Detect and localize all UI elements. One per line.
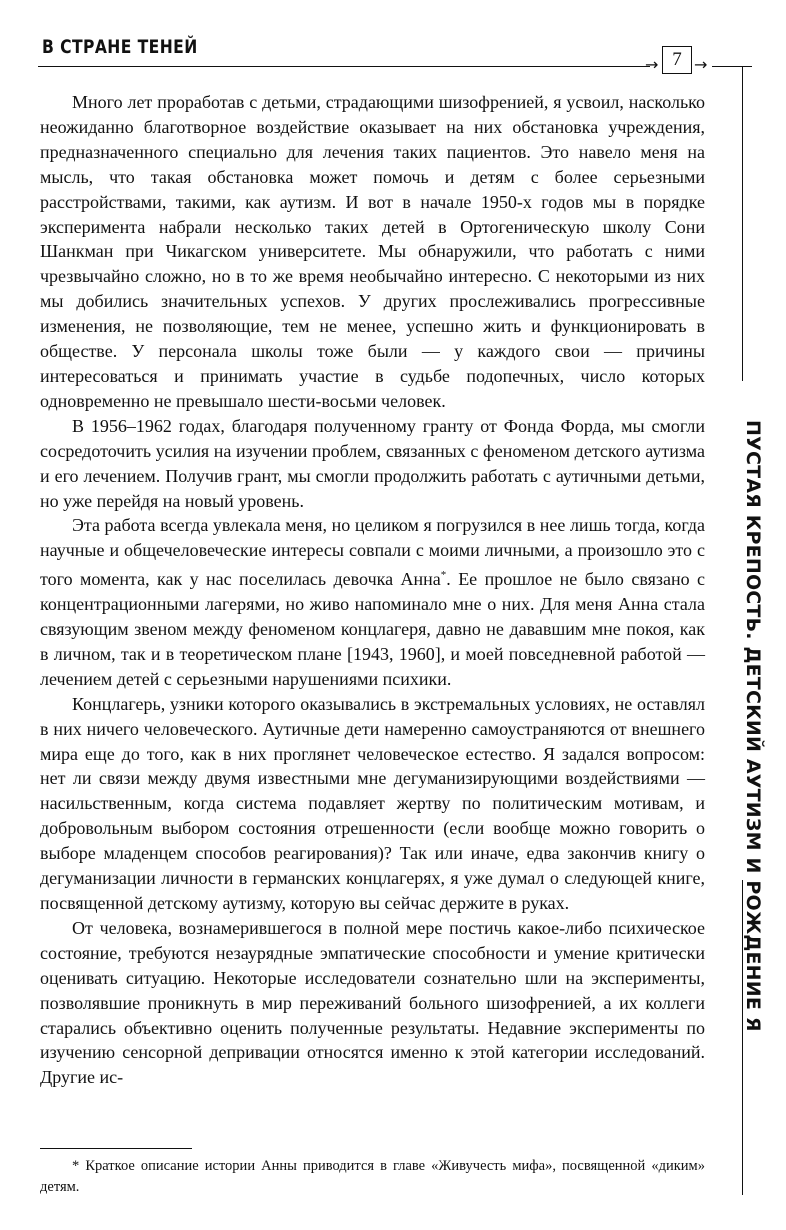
paragraph: В 1956–1962 годах, благодаря полученному гранту от Фонда Форда, мы смогли сосредоточить усилия на изучении проблем, связанных с феноменом детского аутизма и его лечением. Получив грант, мы смогли продолжить работать с аутичными детьми, но уже перейдя на новый уровень. [40, 415, 705, 511]
paragraph-text: Ее прошлое не было связано с концентрационными лагерями, но живо напоминало мне о них. Для меня Анна стала связующим звеном между феноменом концлагеря, давно не дававшим мне покоя, как в личном, так и в теоретическом плане [1943, 1960], и моей повседневной работой — лечением детей с серьезными нарушениями психики. [40, 569, 706, 689]
arrow-left-icon: → [645, 55, 659, 74]
footnote: * Краткое описание истории Анны приводится в главе «Живучесть мифа», посвященной «диким» детям. [40, 1158, 705, 1195]
footnote-rule [40, 1148, 192, 1149]
body-text [40, 90, 705, 1090]
side-line-top [742, 66, 743, 381]
paragraph: Концлагерь, узники которого оказывались в экстремальных условиях, не оставлял в них ничего человеческого. Аутичные дети намеренно самоустраняются от внешнего мира еще до того, как в них проглянет человеческое естество. Я задался вопросом: нет ли связи между двумя известными мне дегуманизирующими воздействиями — насильственным, когда система подавляет жертву по политическим мотивам, и добровольным выбором состояния отрешенности (если вообще можно говорить о выборе младенцем способов реагирования)? Так или иначе, едва закончив книгу о дегуманизации личности в германских концлагерях, я уже думал о следующей книге, посвященной детскому аутизму, которую вы сейчас держите в руках. [40, 693, 705, 913]
paragraph [40, 513, 705, 691]
running-title: В СТРАНЕ ТЕНЕЙ [42, 36, 198, 58]
side-line-bottom [742, 880, 743, 1195]
header-rule [38, 66, 650, 67]
side-title: ПУСТАЯ КРЕПОСТЬ. ДЕТСКИЙ АУТИЗМ И РОЖДЕНИЕ Я [742, 420, 764, 1032]
sentence-end: . [446, 569, 451, 590]
paragraph: Много лет проработав с детьми, страдающими шизофренией, я усвоил, насколько неожиданно благотворное воздействие оказывает на них обстановка учреждения, предназначенного специально для лечения таких пациентов. Это навело меня на мысль, что такая обстановка может помочь и детям с более серьезными расстройствами, такими, как аутизм. И вот в начале 1950-х годов мы в порядке эксперимента набрали несколько таких детей в Ортогеническую школу Сони Шанкман при Чикагском университете. Мы обнаружили, что работать с ними чрезвычайно сложно, но в то же время необычайно интересно. С некоторыми из них мы добились значительных успехов. У других прослеживались прогрессивные изменения, не позволяющие, тем не менее, успешно жить и функционировать в обществе. У персонала школы тоже были — у каждого свои — причины интересоваться и принимать участие в судьбе подопечных, число которых одновременно не превышало шести-восьми человек. [40, 92, 705, 411]
footnote-marker: * [440, 569, 447, 582]
arrow-right-icon: → [694, 55, 708, 74]
header-rule-right [712, 66, 752, 67]
paragraph-text: Эта работа всегда увлекала меня, но целиком я погрузился в нее лишь тогда, когда научные и общечеловеческие интересы совпали с моими личными, а произошло это с того момента, как у нас поселилась девочка Анна [40, 515, 705, 590]
page-number: 7 [662, 46, 692, 74]
paragraph: От человека, вознамерившегося в полной мере постичь какое-либо психическое состояние, требуются незаурядные эмпатические способности и умение критически оценивать ситуацию. Некоторые исследователи сознательно шли на эксперименты, позволявшие проникнуть в мир переживаний больного шизофренией, а их коллеги старались объективно оценить полученные результаты. Недавние эксперименты по изучению сенсорной депривации относятся именно к этой категории исследований. Другие ис- [40, 917, 705, 1088]
